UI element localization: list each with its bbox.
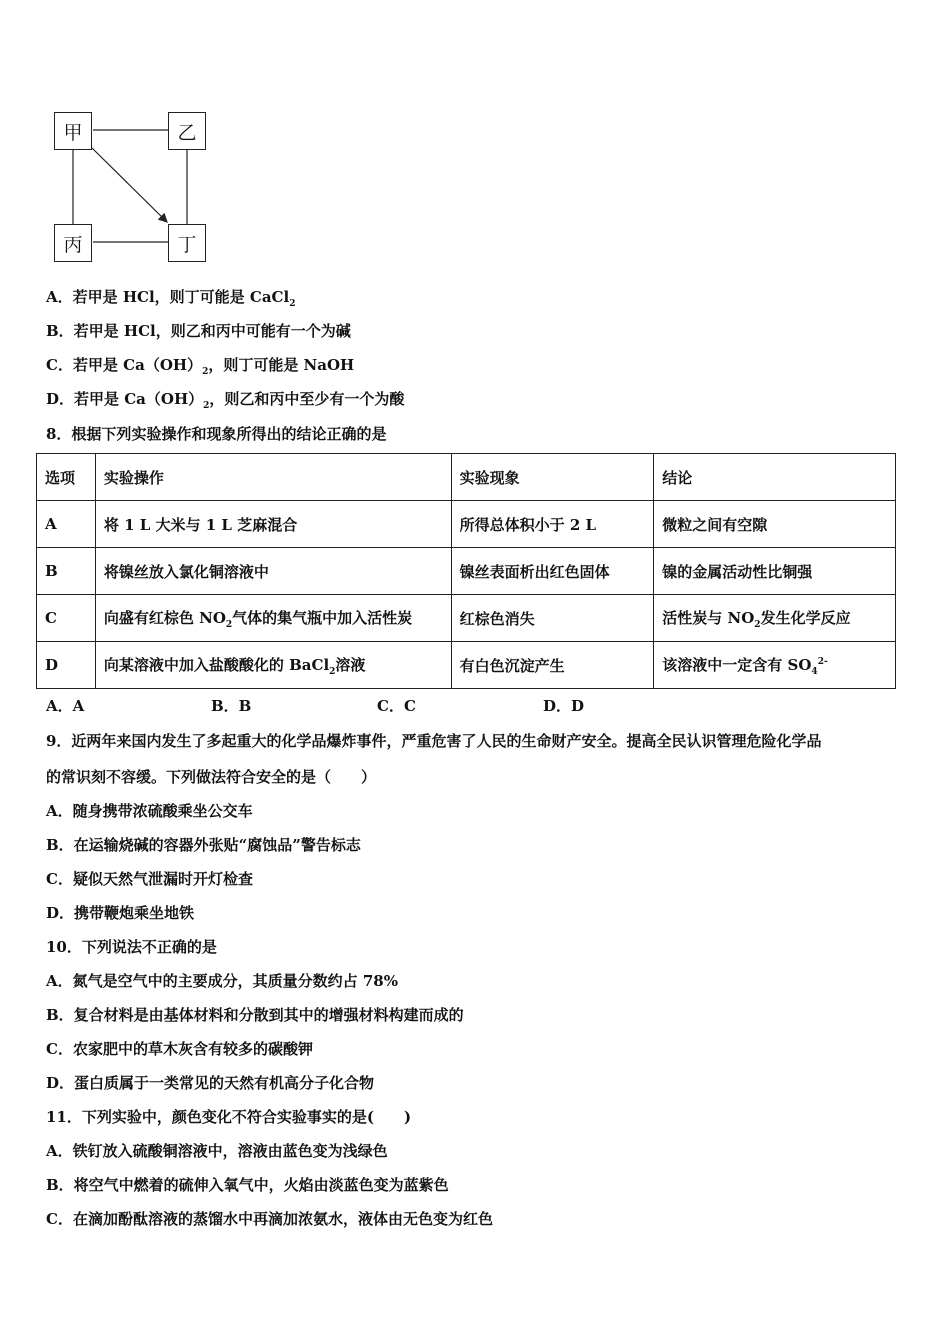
q7-option-c-suffix: ，则丁可能是 NaOH [208, 356, 355, 374]
q7-option-d-sub: 2 [203, 401, 210, 411]
q8-answer-a: A．A [46, 697, 85, 715]
row-c-operation-text: 向盛有红棕色 NO [103, 608, 226, 627]
row-d-conclusion-text: 该溶液中一定含有 SO [662, 655, 812, 674]
q7-option-a [46, 286, 295, 309]
reaction-diagram [50, 108, 215, 266]
row-c-conclusion-text: 活性炭与 NO [662, 608, 755, 627]
node-jia-label: 甲 [63, 121, 83, 144]
q11-option-c: C．在滴加酚酞溶液的蒸馏水中再滴加浓氨水，液体由无色变为红色 [46, 1210, 493, 1228]
row-b-operation-text: 将镍丝放入氯化铜溶液中 [103, 562, 269, 581]
row-c-option: C [37, 595, 96, 642]
q7-option-b-text: B．若甲是 HCl，则乙和丙中可能有一个为碱 [46, 322, 351, 340]
row-d-operation-rest: 溶液 [335, 655, 366, 674]
row-d-option: D [37, 642, 96, 689]
header-conclusion: 结论 [654, 454, 896, 501]
q9-option-a: A．随身携带浓硫酸乘坐公交车 [46, 802, 253, 820]
q9-option-d: D．携带鞭炮乘坐地铁 [46, 904, 195, 922]
row-d-operation-sub: 2 [329, 666, 336, 677]
table-row [37, 501, 896, 548]
row-a-operation-text: 将 1 L 大米与 1 L 芝麻混合 [103, 515, 298, 534]
table-row [37, 595, 896, 642]
header-phenomenon: 实验现象 [451, 454, 654, 501]
row-a-phenomenon: 所得总体积小于 2 L [451, 501, 654, 548]
row-a-operation [95, 501, 451, 548]
node-yi-label: 乙 [177, 121, 197, 144]
table-row [37, 642, 896, 689]
q10-option-a: A．氮气是空气中的主要成分，其质量分数约占 78% [46, 972, 398, 990]
q11-option-b: B．将空气中燃着的硫伸入氧气中，火焰由淡蓝色变为蓝紫色 [46, 1176, 449, 1194]
row-c-operation-rest: 气体的集气瓶中加入活性炭 [232, 608, 413, 627]
q9-option-c: C．疑似天然气泄漏时开灯检查 [46, 870, 253, 888]
node-ding-label: 丁 [177, 233, 197, 256]
row-c-phenomenon: 红棕色消失 [451, 595, 654, 642]
q9-stem-line2: 的常识刻不容缓。下列做法符合安全的是（ ） [46, 768, 377, 786]
row-c-operation [95, 595, 451, 642]
header-operation: 实验操作 [95, 454, 451, 501]
q8-stem: 8．根据下列实验操作和现象所得出的结论正确的是 [46, 425, 387, 443]
row-d-operation [95, 642, 451, 689]
row-b-conclusion-text: 镍的金属活动性比铜强 [662, 562, 813, 581]
table-header-row [37, 454, 896, 501]
q7-option-c-sub: 2 [202, 367, 209, 377]
header-option: 选项 [37, 454, 96, 501]
q10-stem: 10．下列说法不正确的是 [46, 938, 217, 956]
q7-option-a-text: A．若甲是 HCl，则丁可能是 CaCl [46, 288, 290, 306]
experiment-table [36, 453, 896, 689]
q7-option-d-suffix: ，则乙和丙中至少有一个为酸 [209, 390, 405, 408]
q7-option-d [46, 388, 404, 411]
q11-stem: 11．下列实验中，颜色变化不符合实验事实的是( ) [46, 1108, 412, 1126]
row-d-operation-text: 向某溶液中加入盐酸酸化的 BaCl [103, 655, 330, 674]
node-ding [168, 224, 206, 262]
row-d-conclusion-sup: 2- [817, 656, 828, 667]
row-a-conclusion [654, 501, 896, 548]
row-d-conclusion-sub: 4 [811, 666, 818, 677]
row-b-operation [95, 548, 451, 595]
q10-option-c: C．农家肥中的草木灰含有较多的碳酸钾 [46, 1040, 313, 1058]
q7-option-d-text: D．若甲是 Ca（OH） [46, 390, 204, 408]
q7-option-c [46, 354, 354, 377]
row-b-conclusion [654, 548, 896, 595]
node-yi [168, 112, 206, 150]
q8-answer-b: B．B [211, 697, 252, 715]
row-a-option: A [37, 501, 96, 548]
row-c-operation-sub: 2 [225, 619, 233, 630]
q9-stem-line1: 9．近两年来国内发生了多起重大的化学品爆炸事件，严重危害了人民的生命财产安全。提高全民认识管理危险化学品 [46, 732, 822, 750]
q7-option-a-sub: 2 [289, 299, 296, 309]
row-c-conclusion [654, 595, 896, 642]
node-jia [54, 112, 92, 150]
row-a-conclusion-text: 微粒之间有空隙 [662, 515, 768, 534]
row-d-conclusion [654, 642, 896, 689]
row-c-conclusion-sub: 2 [754, 619, 761, 630]
q7-option-c-text: C．若甲是 Ca（OH） [46, 356, 203, 374]
row-c-conclusion-rest: 发生化学反应 [760, 608, 851, 627]
q7-option-b [46, 320, 351, 341]
q8-answer-d: D．D [543, 697, 585, 715]
q11-option-a: A．铁钉放入硫酸铜溶液中，溶液由蓝色变为浅绿色 [46, 1142, 388, 1160]
q10-option-d: D．蛋白质属于一类常见的天然有机高分子化合物 [46, 1074, 375, 1092]
table-row [37, 548, 896, 595]
node-bing [54, 224, 92, 262]
row-b-phenomenon: 镍丝表面析出红色固体 [451, 548, 654, 595]
row-b-option: B [37, 548, 96, 595]
row-d-phenomenon: 有白色沉淀产生 [451, 642, 654, 689]
q8-answer-c: C．C [377, 697, 416, 715]
q10-option-b: B．复合材料是由基体材料和分散到其中的增强材料构建而成的 [46, 1006, 464, 1024]
q9-option-b: B．在运输烧碱的容器外张贴“腐蚀品”警告标志 [46, 836, 361, 854]
node-bing-label: 丙 [63, 233, 83, 256]
arrow-jia-ding [92, 148, 167, 222]
